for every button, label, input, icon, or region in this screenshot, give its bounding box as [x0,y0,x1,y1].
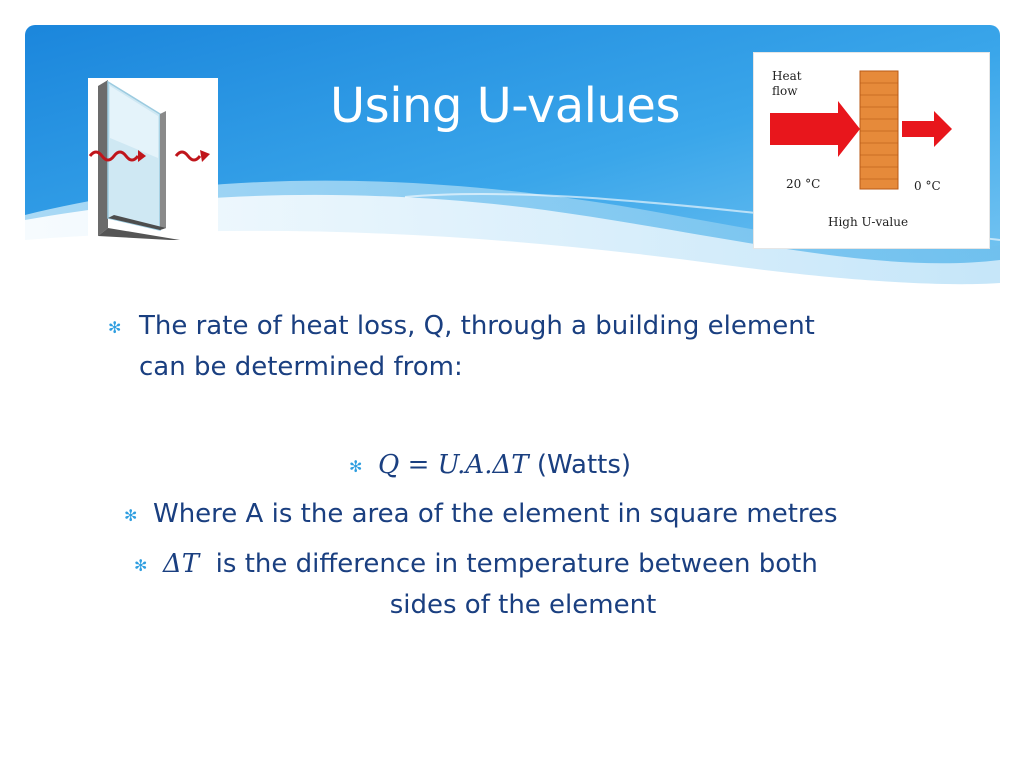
outside-temperature-label: 0 °C [914,179,941,193]
formula-line [378,445,798,486]
bullet-4-line-1 [163,544,943,585]
bullet-3-marker: ✻ [124,506,138,525]
heat-flow-label-line2: flow [772,84,798,98]
heat-flow-label-line1: Heat [772,69,802,83]
bullet-1-line-1: The rate of heat loss, Q, through a building element [139,311,815,341]
glass-pane-image [88,78,218,240]
high-u-value-figure [753,52,990,249]
formula-unit: (Watts) [528,450,632,480]
bullet-4-line-1-text: is the difference in temperature between both [199,549,818,579]
bullet-2-marker: ✻ [349,457,363,476]
glass-pane-icon [88,78,218,240]
bullet-1-line-2: can be determined from: [139,352,463,382]
heat-loss-formula: Q = U.A.ΔT [378,450,529,480]
delta-t-symbol: ΔT [163,549,200,579]
bullet-4-line-2: sides of the element [389,590,657,620]
bullet-4-marker: ✻ [134,556,148,575]
slide-title: Using U-values [330,78,680,134]
bullet-1-marker: ✻ [108,318,122,337]
figure-caption: High U-value [828,215,909,229]
bullet-3-text: Where A is the area of the element in square metres [153,499,838,529]
inside-temperature-label: 20 °C [786,177,821,191]
